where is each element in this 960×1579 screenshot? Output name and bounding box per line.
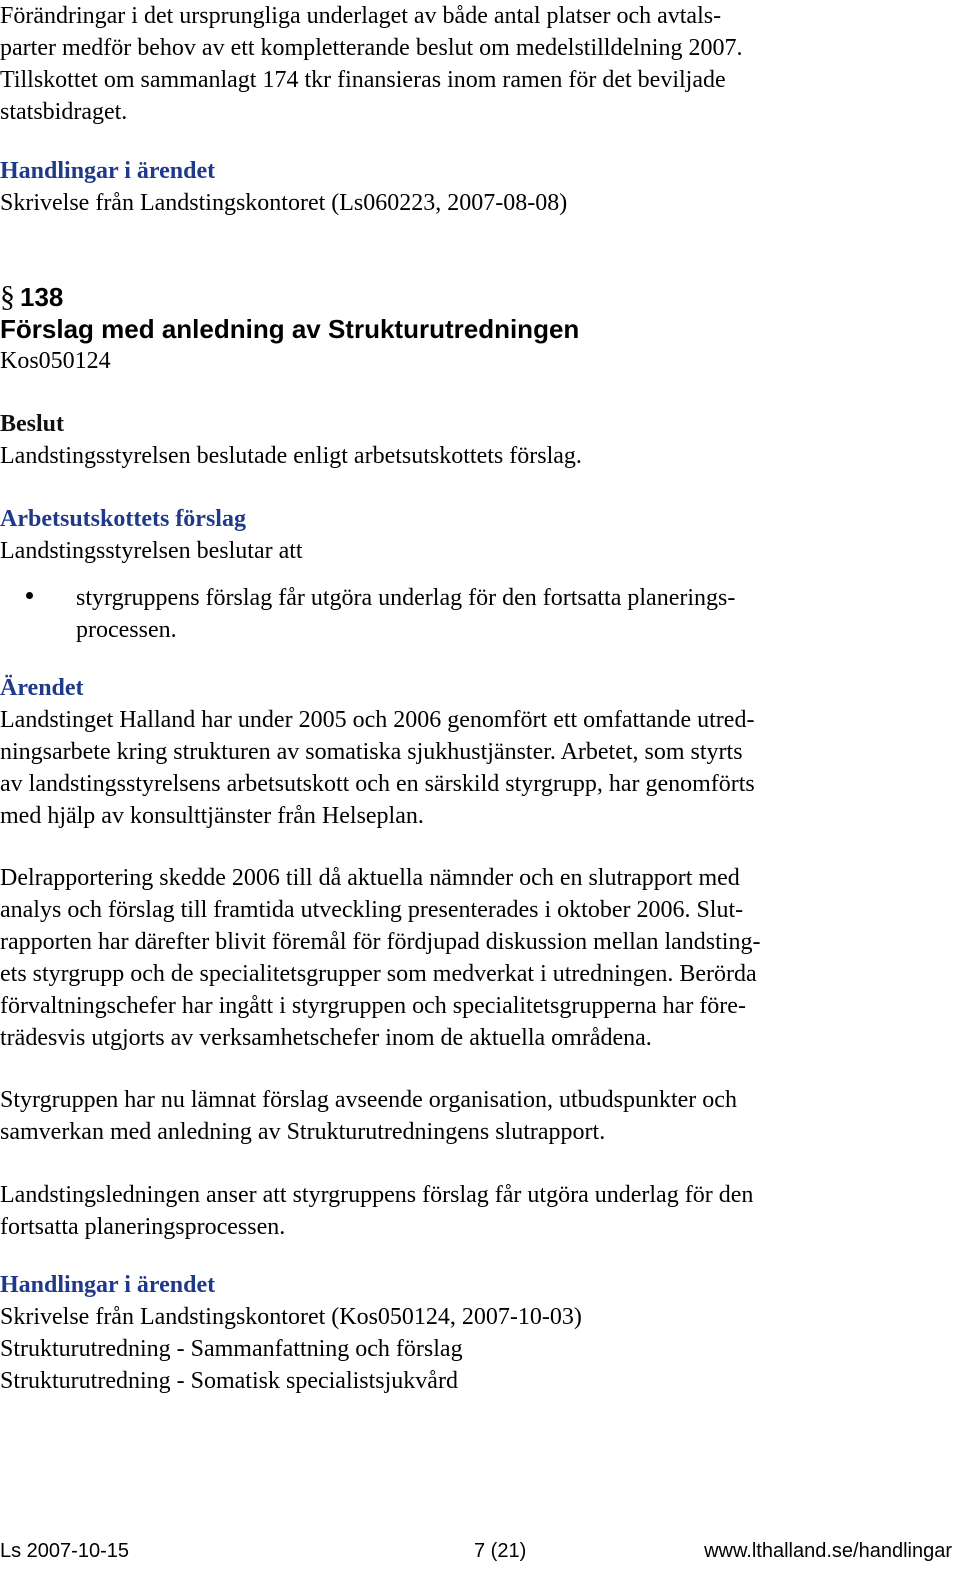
documents-heading: Handlingar i ärendet bbox=[0, 158, 216, 184]
committee-proposal-section bbox=[0, 503, 960, 567]
text-line: förvaltningschefer har ingått i styrgruppen och specialitetsgrupperna har före- bbox=[0, 993, 746, 1019]
text-line: Förändringar i det ursprungliga underlaget av både antal platser och avtals- bbox=[0, 3, 722, 29]
case-heading: Ärendet bbox=[0, 675, 84, 701]
documents-section-2 bbox=[0, 1269, 960, 1397]
bullet-icon bbox=[26, 592, 33, 599]
proposal-text: Landstingsstyrelsen beslutar att bbox=[0, 538, 303, 564]
bullet-text-line: processen. bbox=[76, 617, 177, 643]
paragraph-sign: § bbox=[0, 280, 15, 313]
document-item: Skrivelse från Landstingskontoret (Ls060223, 2007-08-08) bbox=[0, 190, 568, 216]
text-line: fortsatta planeringsprocessen. bbox=[0, 1214, 286, 1240]
text-line: statsbidraget. bbox=[0, 99, 128, 125]
decision-heading: Beslut bbox=[0, 411, 65, 437]
section-number-value: 138 bbox=[20, 282, 64, 312]
case-paragraph-2 bbox=[0, 862, 960, 1054]
document-item: Strukturutredning - Somatisk specialistsjukvård bbox=[0, 1368, 458, 1394]
text-line: med hjälp av konsulttjänster från Helseplan. bbox=[0, 803, 424, 829]
text-line: ningsarbete kring strukturen av somatiska sjukhustjänster. Arbetet, som styrts bbox=[0, 739, 743, 765]
text-line: Landstingsledningen anser att styrgruppens förslag får utgöra underlag för den bbox=[0, 1182, 754, 1208]
case-section bbox=[0, 672, 960, 832]
proposal-heading: Arbetsutskottets förslag bbox=[0, 506, 246, 532]
text-line: Landstinget Halland har under 2005 och 2006 genomfört ett omfattande utred- bbox=[0, 707, 755, 733]
section-title: Förslag med anledning av Strukturutredningen bbox=[0, 314, 580, 344]
documents-heading: Handlingar i ärendet bbox=[0, 1272, 216, 1298]
text-line: trädesvis utgjorts av verksamhetschefer inom de aktuella områdena. bbox=[0, 1025, 652, 1051]
document-item: Strukturutredning - Sammanfattning och förslag bbox=[0, 1336, 463, 1362]
decision-text: Landstingsstyrelsen beslutade enligt arbetsutskottets förslag. bbox=[0, 443, 582, 469]
text-line: samverkan med anledning av Strukturutredningens slutrapport. bbox=[0, 1119, 606, 1145]
bullet-text-line: styrgruppens förslag får utgöra underlag för den fortsatta planerings- bbox=[76, 585, 736, 611]
text-line: av landstingsstyrelsens arbetsutskott och en särskild styrgrupp, har genomförts bbox=[0, 771, 755, 797]
text-line: Tillskottet om sammanlagt 174 tkr finansieras inom ramen för det beviljade bbox=[0, 67, 726, 93]
case-reference bbox=[0, 345, 960, 377]
case-number: Kos050124 bbox=[0, 348, 111, 374]
footer-page-number: 7 (21) bbox=[474, 1540, 527, 1562]
footer-date: Ls 2007-10-15 bbox=[0, 1540, 129, 1562]
text-line: parter medför behov av ett kompletterande beslut om medelstilldelning 2007. bbox=[0, 35, 743, 61]
text-line: ets styrgrupp och de specialitetsgrupper som medverkat i utredningen. Berörda bbox=[0, 961, 757, 987]
text-line: analys och förslag till framtida utveckling presenterades i oktober 2006. Slut- bbox=[0, 897, 744, 923]
documents-section-1 bbox=[0, 155, 960, 219]
decision-section bbox=[0, 408, 960, 472]
case-paragraph-3 bbox=[0, 1084, 960, 1148]
document-item: Skrivelse från Landstingskontoret (Kos050124, 2007-10-03) bbox=[0, 1304, 582, 1330]
intro-paragraph bbox=[0, 0, 960, 128]
text-line: Styrgruppen har nu lämnat förslag avseende organisation, utbudspunkter och bbox=[0, 1087, 737, 1113]
case-paragraph-4 bbox=[0, 1179, 960, 1243]
proposal-bullet-item bbox=[76, 582, 956, 646]
footer-link[interactable]: www.lthalland.se/handlingar bbox=[704, 1540, 952, 1562]
text-line: rapporten har därefter blivit föremål för fördjupad diskussion mellan landsting- bbox=[0, 929, 761, 955]
section-number bbox=[0, 281, 63, 313]
text-line: Delrapportering skedde 2006 till då aktuella nämnder och en slutrapport med bbox=[0, 865, 740, 891]
